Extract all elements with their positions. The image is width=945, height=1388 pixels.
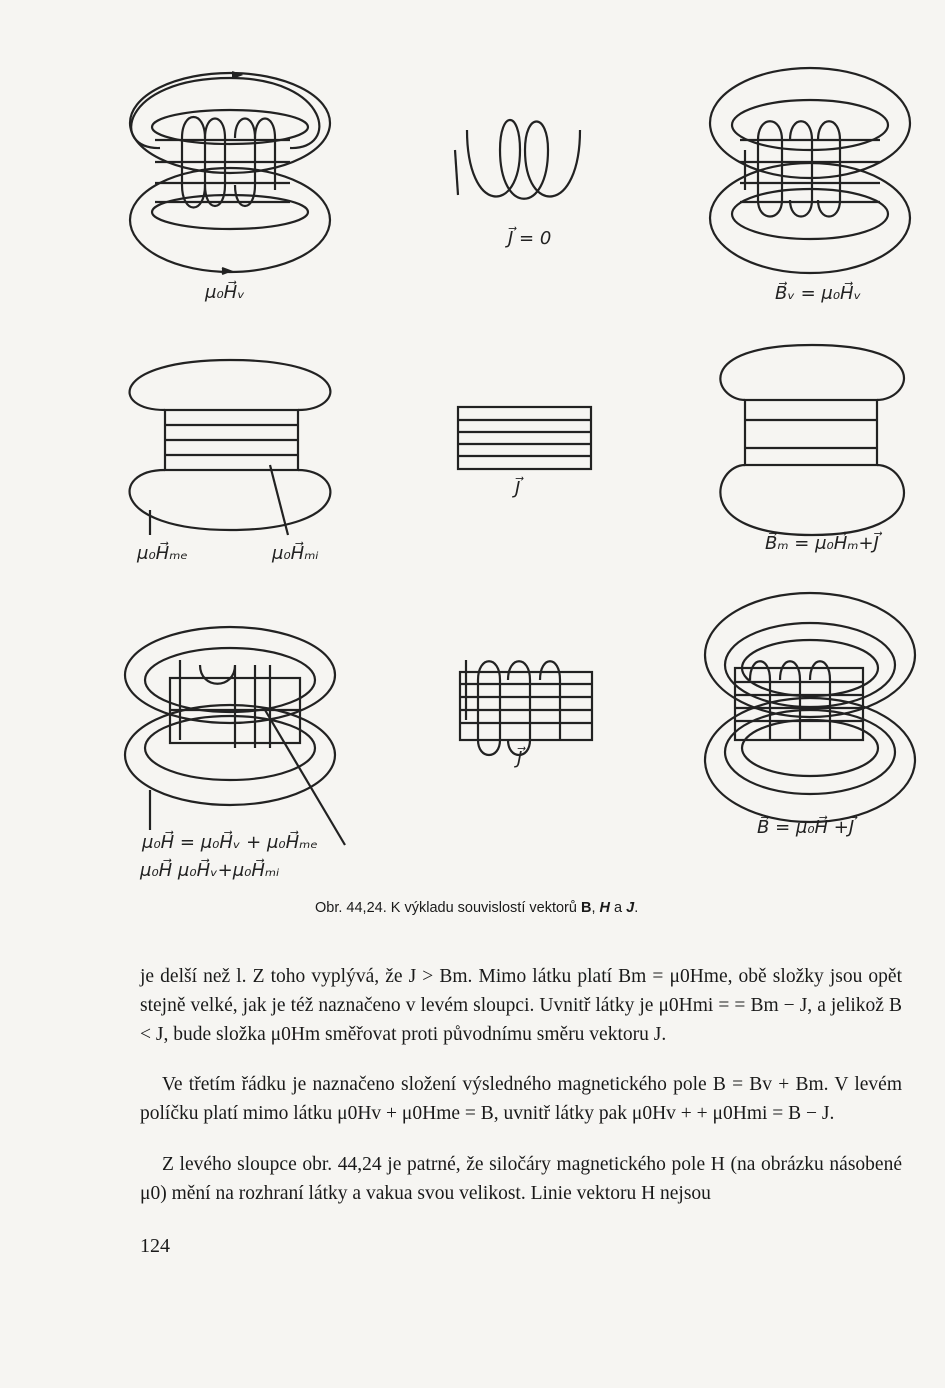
label-r3c1b: μ₀H⃗ μ₀H⃗ᵥ+μ₀H⃗ₘᵢ <box>140 860 280 881</box>
page-number: 124 <box>140 1235 170 1257</box>
panel-r1-c2 <box>455 120 580 199</box>
label-r2c1b: μ₀H⃗ₘᵢ <box>272 543 319 564</box>
caption-conj: a <box>614 900 623 916</box>
panel-r2-c2 <box>458 407 591 469</box>
paragraph-1: je delší než l. Z toho vyplývá, že J > Bm. Mimo látku platí Bm = μ0Hme, obě složky jsou opět stejně velké, jak je též naznačeno v levém sloupci. Uvnitř látky je μ0Hmi = = Bm − J, a jelikož B < J, bude složka μ0Hm směřovat proti původnímu směru vektoru J. <box>140 966 902 1045</box>
panel-r1-c3 <box>710 68 910 273</box>
label-r1c1: μ₀H⃗ᵥ <box>205 282 245 303</box>
caption-end: . <box>634 900 639 916</box>
label-r2c2: J⃗ <box>515 478 521 499</box>
caption-sep1: , <box>591 900 596 916</box>
label-r3c2: J⃗ <box>517 748 523 769</box>
caption-v3: J <box>626 900 635 916</box>
label-r3c3: B⃗ = μ₀H⃗ +J⃗ <box>757 817 855 838</box>
label-r2c3: B⃗ₘ = μ₀H⃗ₘ+J⃗ <box>765 533 879 554</box>
figure-caption <box>315 900 638 916</box>
caption-prefix: Obr. 44,24. <box>315 900 387 916</box>
caption-v2: H <box>599 900 611 916</box>
panel-r3-c2 <box>460 660 592 755</box>
panel-r1-c1 <box>130 72 330 274</box>
caption-text: K výkladu souvislostí vektorů <box>390 900 577 916</box>
paragraph-3: Z levého sloupce obr. 44,24 je patrné, že siločáry magnetického pole H (na obrázku násobené μ0) mění na rozhraní látky a vakua svou velikost. Linie vektoru H nejsou <box>140 1154 902 1204</box>
panel-r2-c3 <box>720 345 904 535</box>
label-r1c2: J⃗ = 0 <box>508 228 552 249</box>
label-r1c3: B⃗ᵥ = μ₀H⃗ᵥ <box>775 283 862 304</box>
panel-r2-c1 <box>130 360 331 535</box>
label-r3c1a: μ₀H⃗ = μ₀H⃗ᵥ + μ₀H⃗ₘₑ <box>142 832 318 853</box>
paragraph-2: Ve třetím řádku je naznačeno složení výsledného magnetického pole B = Bv + Bm. V levém políčku platí mimo látku μ0Hv + μ0Hme = B, uvnitř látky pak μ0Hv + + μ0Hmi = B − J. <box>140 1074 902 1124</box>
panel-r3-c1 <box>125 627 345 845</box>
label-r2c1a: μ₀H⃗ₘₑ <box>137 543 188 564</box>
caption-v1: B <box>580 900 592 916</box>
panel-r3-c3 <box>705 593 915 822</box>
